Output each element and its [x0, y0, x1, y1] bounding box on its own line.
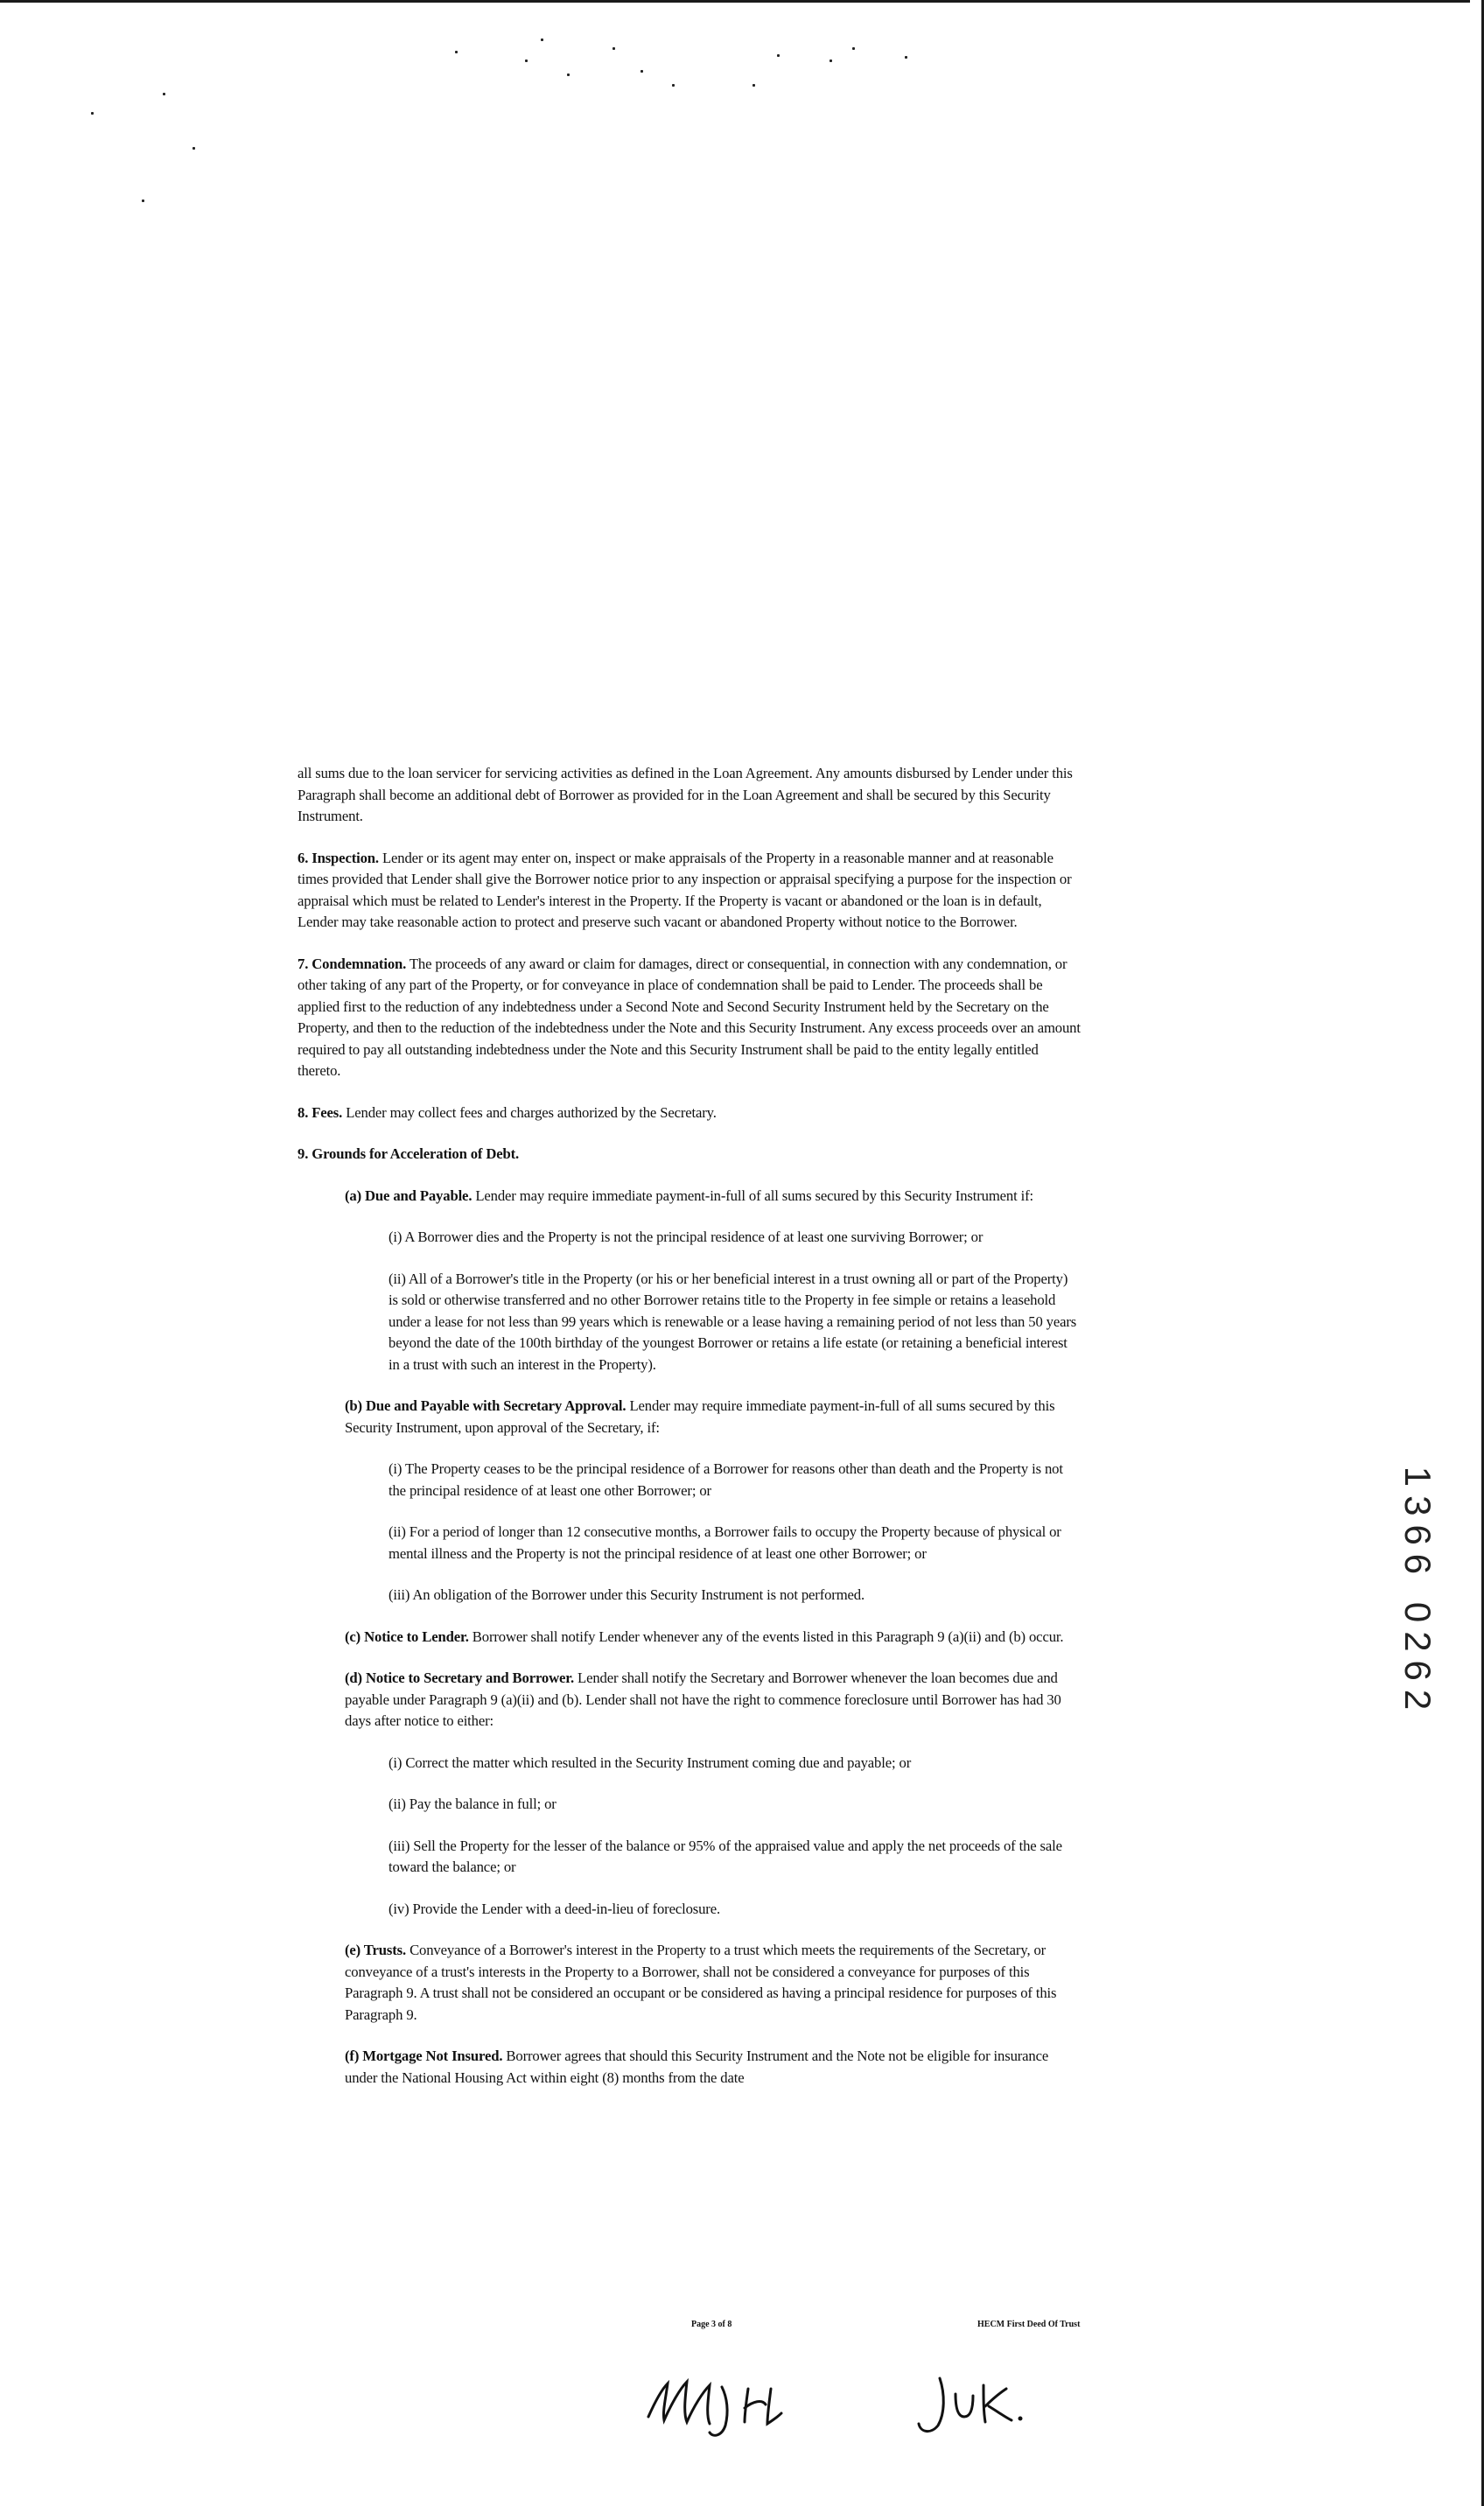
- scan-speck: [91, 112, 94, 115]
- scan-speck: [541, 38, 543, 41]
- paragraph-notice-secretary: (d) Notice to Secretary and Borrower. Lender shall notify the Secretary and Borrower whenever the loan becomes due and payable under Paragraph 9 (a)(ii) and (b). Lender shall not have the right to commence foreclosure until Borrower has had 30 days after notice to either:: [345, 1670, 1061, 1729]
- initials-signature-right: [910, 2362, 1050, 2441]
- paragraph-condemnation: 7. Condemnation. The proceeds of any award or claim for damages, direct or consequential, in connection with any condemnation, or other taking of any part of the Property, or for conveyance in place of condemnation shall be paid to Lender. The proceeds shall be applied first to the reduction of any indebtedness under a Second Note and Second Security Instrument held by the Secretary on the Property, and then to the reduction of the indebtedness under the Note and this Security Instrument. Any excess proceeds over an amount required to pay all outstanding indebtedness under the Note and this Security Instrument shall be paid to the entity legally entitled thereto.: [298, 955, 1081, 1079]
- scan-speck: [852, 47, 855, 50]
- scan-speck: [612, 47, 615, 50]
- scan-top-border: [0, 0, 1470, 3]
- heading-acceleration: 9. Grounds for Acceleration of Debt.: [298, 1145, 520, 1162]
- list-item-b-ii: (ii) For a period of longer than 12 consecutive months, a Borrower fails to occupy the Property because of physical or mental illness and the Property is not the principal residence of at least one other Borrower; or: [388, 1523, 1061, 1562]
- heading-notice-secretary: (d) Notice to Secretary and Borrower.: [345, 1670, 575, 1686]
- paragraph-loan-servicer-sums: all sums due to the loan servicer for servicing activities as defined in the Loan Agreement. Any amounts disbursed by Lender under this Paragraph shall become an additional debt of Borrower as provided for in the Loan Agreement and shall be secured by this Security Instrument.: [298, 765, 1073, 824]
- scan-speck: [830, 60, 832, 62]
- scan-speck: [163, 93, 165, 95]
- document-body: [298, 763, 1081, 2109]
- scan-speck: [567, 74, 570, 76]
- list-item-d-iii: (iii) Sell the Property for the lesser of the balance or 95% of the appraised value and apply the net proceeds of the sale toward the balance; or: [388, 1837, 1062, 1875]
- scan-speck: [640, 70, 643, 73]
- heading-fees: 8. Fees.: [298, 1103, 343, 1121]
- page-number: Page 3 of 8: [691, 2320, 732, 2329]
- recording-stamp: 1366 0262: [1397, 1466, 1438, 1719]
- heading-secretary-approval: (b) Due and Payable with Secretary Approval.: [345, 1397, 626, 1414]
- scan-speck: [777, 54, 780, 57]
- heading-due-payable: (a) Due and Payable.: [345, 1186, 472, 1204]
- heading-mortgage-not-insured: (f) Mortgage Not Insured.: [345, 2048, 503, 2064]
- document-title: HECM First Deed Of Trust: [977, 2320, 1081, 2329]
- scan-speck: [905, 56, 907, 59]
- list-item-a-ii: (ii) All of a Borrower's title in the Property (or his or her beneficial interest in a trust owning all or part of the Property) is sold or otherwise transferred and no other Borrower retains title to the Property in fee simple or retains a leasehold under a lease for not less than 99 years which is renewable or a lease having a remaining period of not less than 50 years beyond the date of the 100th birthday of the youngest Borrower or retains a life estate (or retaining a beneficial interest in a trust with such an interest in the Property).: [388, 1270, 1077, 1373]
- scan-speck: [142, 200, 144, 202]
- paragraph-due-payable: (a) Due and Payable. Lender may require immediate payment-in-full of all sums secured by this Security Instrument if:: [345, 1186, 1033, 1204]
- scan-speck: [192, 147, 195, 150]
- list-item-d-ii: (ii) Pay the balance in full; or: [388, 1796, 556, 1812]
- paragraph-notice-lender: (c) Notice to Lender. Borrower shall notify Lender whenever any of the events listed in this Paragraph 9 (a)(ii) and (b) occur.: [345, 1628, 1064, 1645]
- scan-speck: [455, 51, 458, 53]
- paragraph-acceleration: [298, 1144, 1081, 1166]
- scan-speck: [525, 60, 528, 62]
- list-item-b-iii: (iii) An obligation of the Borrower under this Security Instrument is not performed.: [388, 1586, 865, 1603]
- heading-inspection: 6. Inspection.: [298, 849, 379, 866]
- list-item-d-i: (i) Correct the matter which resulted in the Security Instrument coming due and payable; or: [388, 1754, 912, 1771]
- paragraph-secretary-approval: (b) Due and Payable with Secretary Approval. Lender may require immediate payment-in-full of all sums secured by this Security Instrument, upon approval of the Secretary, if:: [345, 1397, 1055, 1436]
- paragraph-fees: 8. Fees. Lender may collect fees and charges authorized by the Secretary.: [298, 1103, 717, 1121]
- list-item-a-i: (i) A Borrower dies and the Property is not the principal residence of at least one surviving Borrower; or: [388, 1228, 984, 1245]
- initials-signature-left: [643, 2362, 818, 2441]
- heading-notice-lender: (c) Notice to Lender.: [345, 1628, 469, 1645]
- paragraph-mortgage-not-insured: (f) Mortgage Not Insured. Borrower agrees that should this Security Instrument and the Note not be eligible for insurance under the National Housing Act within eight (8) months from the date: [345, 2048, 1049, 2086]
- list-item-b-i: (i) The Property ceases to be the principal residence of a Borrower for reasons other than death and the Property is not the principal residence of at least one other Borrower; or: [388, 1460, 1063, 1499]
- paragraph-inspection: 6. Inspection. Lender or its agent may enter on, inspect or make appraisals of the Property in a reasonable manner and at reasonable times provided that Lender shall give the Borrower notice prior to any inspection or appraisal specifying a purpose for the inspection or appraisal which must be related to Lender's interest in the Property. If the Property is vacant or abandoned or the loan is in default, Lender may take reasonable action to protect and preserve such vacant or abandoned Property without notice to the Borrower.: [298, 849, 1072, 930]
- heading-condemnation: 7. Condemnation.: [298, 955, 407, 972]
- list-item-d-iv: (iv) Provide the Lender with a deed-in-lieu of foreclosure.: [388, 1900, 720, 1917]
- paragraph-trusts: (e) Trusts. Conveyance of a Borrower's interest in the Property to a trust which meets the requirements of the Secretary, or conveyance of a trust's interests in the Property to a Borrower, shall not be considered a conveyance for purposes of this Paragraph 9. A trust shall not be considered an occupant or be considered as having a principal residence for purposes of this Paragraph 9.: [345, 1942, 1057, 2023]
- heading-trusts: (e) Trusts.: [345, 1942, 407, 1958]
- scan-speck: [752, 84, 755, 87]
- scan-speck: [672, 84, 675, 87]
